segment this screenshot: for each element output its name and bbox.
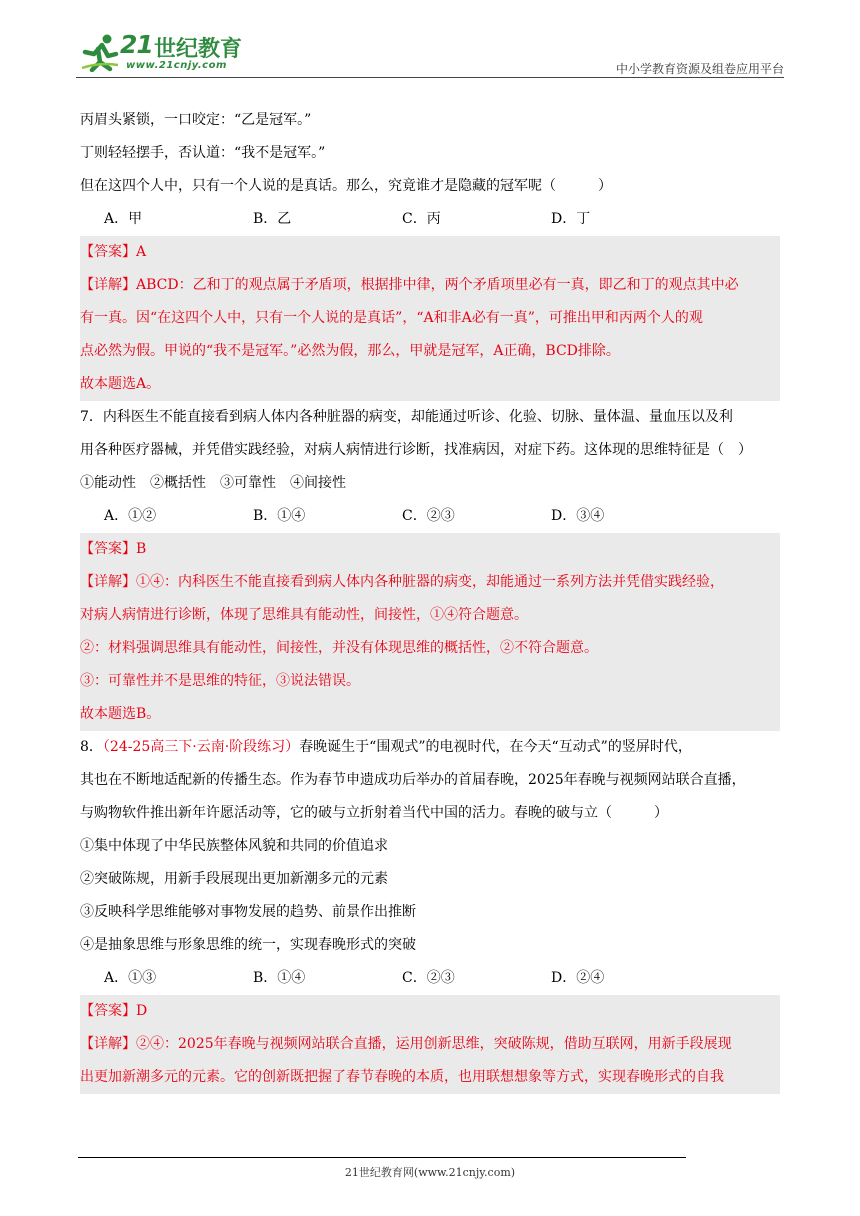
q8-item: ④是抽象思维与形象思维的统一，实现春晚形式的突破 [80, 937, 416, 953]
q7-option-d: D．③④ [551, 508, 605, 524]
q6-option-b: B．乙 [253, 211, 292, 227]
q8-option-b: B．①④ [253, 970, 306, 986]
q7-explain-line: ③：可靠性并不是思维的特征，③说法错误。 [80, 665, 780, 698]
q6-stem-line: 丁则轻轻摆手，否认道：“我不是冠军。” [80, 145, 326, 161]
q8-item: ①集中体现了中华民族整体风貌和共同的价值追求 [80, 838, 388, 854]
q6-explain-line: 故本题选A。 [80, 368, 780, 401]
q6-option-c: C．丙 [402, 211, 441, 227]
q8-stem-line: 与购物软件推出新年许愿活动等，它的破与立折射着当代中国的活力。春晚的破与立（ ） [80, 805, 668, 821]
q6-stem-line: 丙眉头紧锁，一口咬定：“乙是冠军。” [80, 112, 312, 128]
q6-option-a: A．甲 [104, 211, 143, 227]
q6-option-d: D．丁 [551, 211, 591, 227]
logo-number: 21 [120, 30, 153, 59]
page-header [76, 28, 784, 80]
q7-stem-line: 7．内科医生不能直接看到病人体内各种脏器的病变，却能通过听诊、化验、切脉、量体温、量血压以及利 [80, 409, 733, 425]
logo-text: 世纪教育 [154, 37, 243, 62]
q8-explain-line: 【详解】②④：2025年春晚与视频网站联合直播，运用创新思维，突破陈规，借助互联网，用新手段展现 [80, 1028, 780, 1061]
runner-logo-icon [80, 32, 120, 72]
q7-explain-line: 故本题选B。 [80, 698, 780, 731]
q7-items: ①能动性 ②概括性 ③可靠性 ④间接性 [80, 475, 346, 491]
q8-explain-line: 出更加新潮多元的元素。它的创新既把握了春节春晚的本质，也用联想想象等方式，实现春晚形式的自我 [80, 1061, 780, 1094]
footer-divider [78, 1157, 686, 1158]
q7-option-b: B．①④ [253, 508, 306, 524]
q7-explain-line: 对病人病情进行诊断，体现了思维具有能动性，间接性，①④符合题意。 [80, 599, 780, 632]
q6-explain-line: 【详解】ABCD：乙和丁的观点属于矛盾项，根据排中律，两个矛盾项里必有一真，即乙和丁的观点其中必 [80, 269, 780, 302]
q8-source: （24-25高三下·云南·阶段练习） [102, 739, 300, 755]
header-divider [76, 77, 784, 78]
q6-explain-line: 点必然为假。甲说的“我不是冠军。”必然为假，那么，甲就是冠军，A正确，BCD排除。 [80, 335, 780, 368]
q8-answer: 【答案】D [80, 995, 780, 1028]
q7-stem-line: 用各种医疗器械，并凭借实践经验，对病人病情进行诊断，找准病因，对症下药。这体现的思维特征是（ ） [80, 442, 752, 458]
q8-item: ③反映科学思维能够对事物发展的趋势、前景作出推断 [80, 904, 416, 920]
q6-answer: 【答案】A [80, 236, 780, 269]
q8-option-d: D．②④ [551, 970, 605, 986]
logo-url: www.21cnjy.com [126, 60, 227, 71]
q8-option-c: C．②③ [402, 970, 455, 986]
header-platform-text: 中小学教育资源及组卷应用平台 [615, 62, 784, 76]
q7-option-a: A．①② [104, 508, 157, 524]
q6-options [80, 203, 780, 236]
q6-explain-line: 有一真。因“在这四个人中，只有一个人说的是真话”，“A和非A必有一真”，可推出甲和丙两个人的观 [80, 302, 780, 335]
q8-stem-text: 春晚诞生于“围观式”的电视时代，在今天“互动式”的竖屏时代， [299, 739, 692, 755]
q8-number: 8． [80, 739, 103, 755]
q7-option-c: C．②③ [402, 508, 455, 524]
q7-explain-line: 【详解】①④：内科医生不能直接看到病人体内各种脏器的病变，却能通过一系列方法并凭借实践经验， [80, 566, 780, 599]
q8-item: ②突破陈规，用新手段展现出更加新潮多元的元素 [80, 871, 388, 887]
q8-stem-line: 其也在不断地适配新的传播生态。作为春节申遗成功后举办的首届春晚，2025年春晚与视频网站联合直播， [80, 772, 746, 788]
q6-stem-line: 但在这四个人中，只有一个人说的是真话。那么，究竟谁才是隐藏的冠军呢（ ） [80, 178, 612, 194]
q7-options [80, 500, 780, 533]
document-body [80, 104, 780, 1094]
q7-answer: 【答案】B [80, 533, 780, 566]
page-footer: 21世纪教育网(www.21cnjy.com) [344, 1166, 516, 1179]
q8-options [80, 962, 780, 995]
q7-explain-line: ②：材料强调思维具有能动性，间接性，并没有体现思维的概括性，②不符合题意。 [80, 632, 780, 665]
q8-stem-line [80, 731, 780, 764]
site-logo [76, 28, 256, 76]
q8-option-a: A．①③ [104, 970, 157, 986]
